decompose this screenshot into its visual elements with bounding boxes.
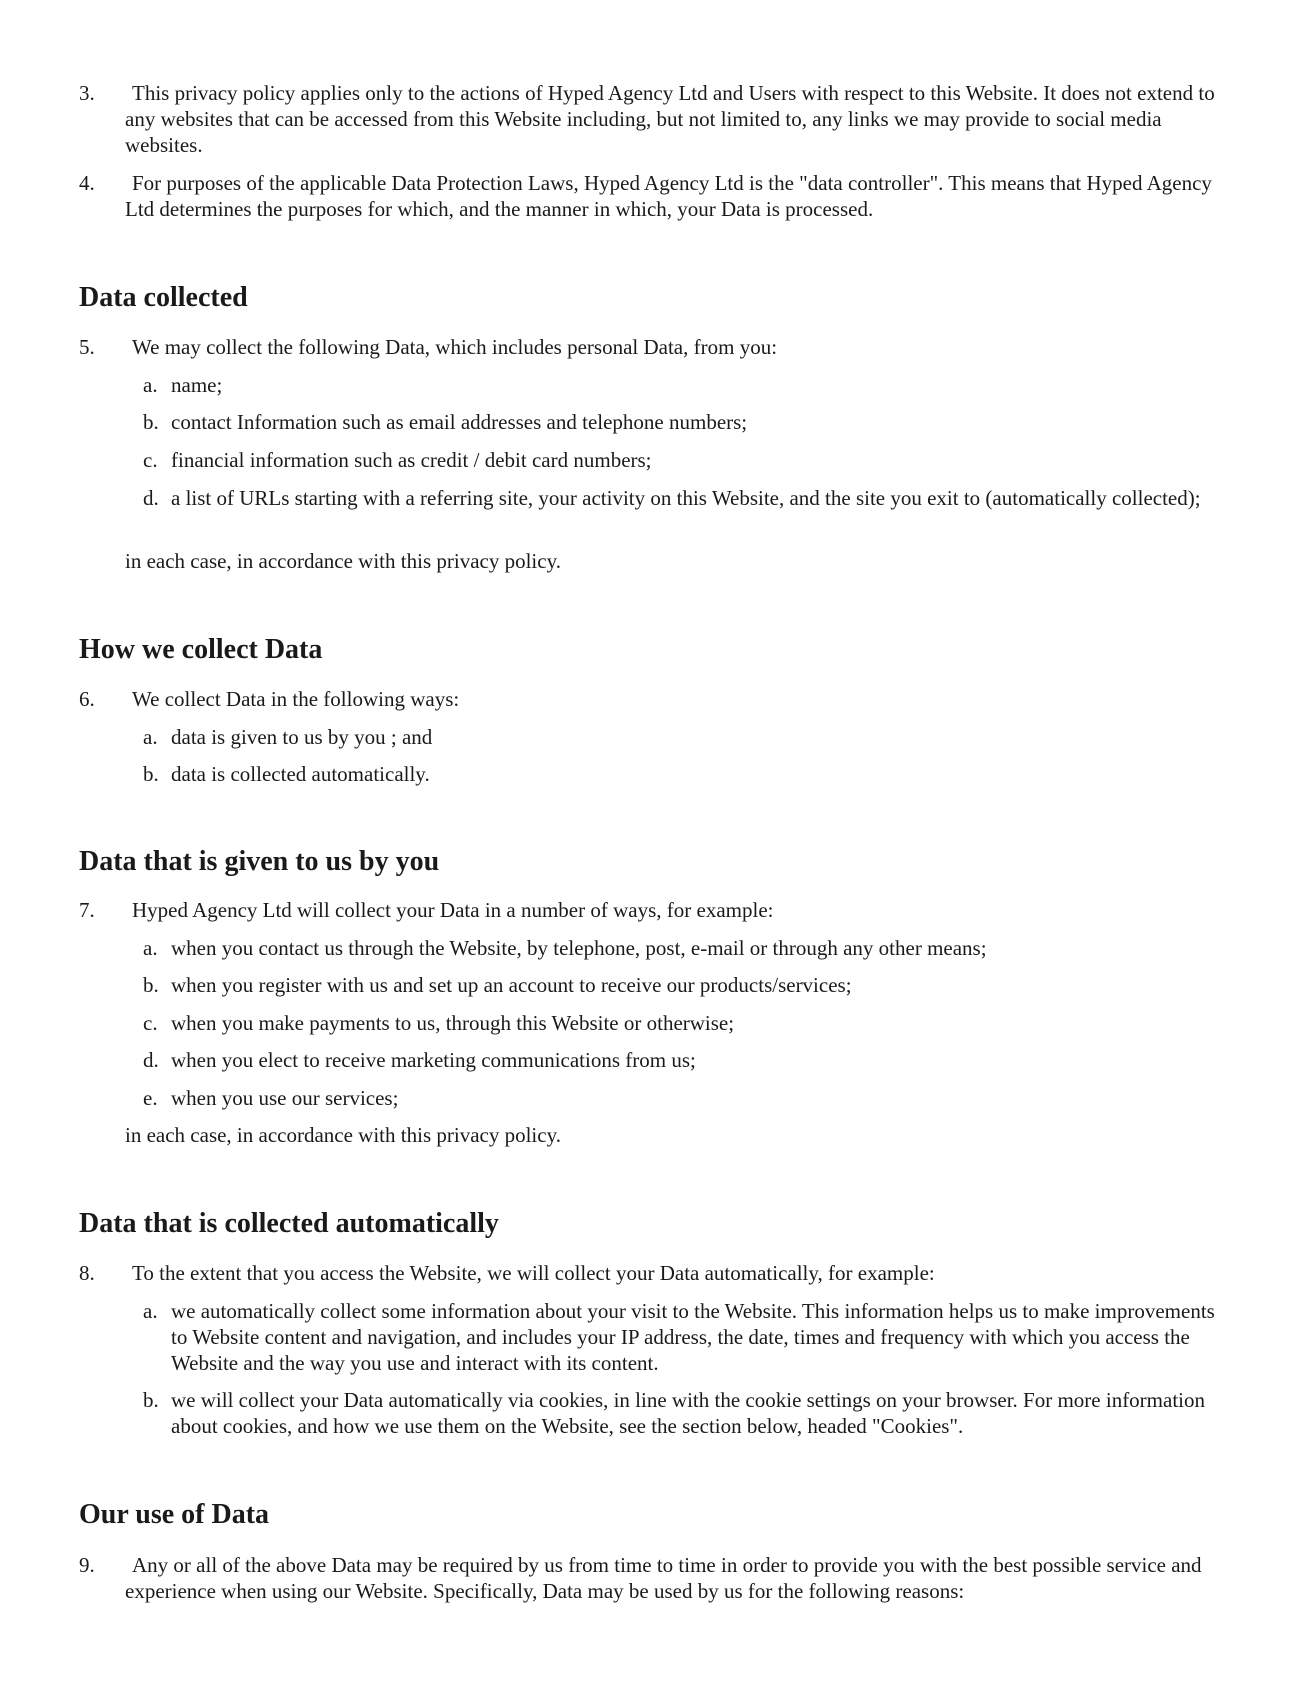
list-letter: b. bbox=[143, 1388, 159, 1412]
clause-text: This privacy policy applies only to the actions of Hyped Agency Ltd and Users with respect to this Website. It does not extend to any websites that can be accessed from this Website including, but not limited to, any links we may provide to social media websites. bbox=[125, 81, 1215, 157]
list-text: a list of URLs starting with a referring site, your activity on this Website, and the site you exit to (automatically collected); bbox=[171, 486, 1201, 510]
clause-number: 8. bbox=[79, 1261, 95, 1285]
list-item bbox=[143, 972, 1233, 998]
list-item bbox=[143, 1047, 1233, 1073]
clause-7 bbox=[79, 897, 1219, 923]
list-item bbox=[143, 372, 1233, 398]
clause-text: Any or all of the above Data may be required by us from time to time in order to provide you with the best possible service and experience when using our Website. Specifically, Data may be used by us for the following reasons: bbox=[125, 1553, 1202, 1603]
clause-number: 9. bbox=[79, 1553, 95, 1577]
clause-number: 4. bbox=[79, 171, 95, 195]
list-trailer: in each case, in accordance with this privacy policy. bbox=[125, 1123, 561, 1147]
section-heading-use-of-data: Our use of Data bbox=[79, 1499, 270, 1530]
list-item bbox=[143, 724, 1233, 750]
clause-4 bbox=[79, 170, 1219, 222]
list-letter: c. bbox=[143, 1011, 158, 1035]
list-text: when you contact us through the Website, by telephone, post, e-mail or through any other means; bbox=[171, 936, 987, 960]
list-item bbox=[143, 761, 1233, 787]
clause-number: 6. bbox=[79, 687, 95, 711]
list-trailer: in each case, in accordance with this privacy policy. bbox=[125, 549, 561, 573]
list-item bbox=[143, 409, 1233, 435]
list-item bbox=[143, 1010, 1233, 1036]
clause-number: 5. bbox=[79, 335, 95, 359]
clause-8 bbox=[79, 1260, 1219, 1286]
list-letter: b. bbox=[143, 762, 159, 786]
clause-number: 3. bbox=[79, 81, 95, 105]
clause-5 bbox=[79, 334, 1219, 360]
clause-6 bbox=[79, 686, 1219, 712]
list-letter: a. bbox=[143, 1299, 158, 1323]
list-item bbox=[143, 485, 1233, 511]
list-text: data is collected automatically. bbox=[171, 762, 430, 786]
list-letter: a. bbox=[143, 373, 158, 397]
list-text: we automatically collect some information about your visit to the Website. This information helps us to make improvements to Website content and navigation, and includes your IP address, the date, times and frequency with which you access the Website and the way you use and interact with its content. bbox=[171, 1299, 1215, 1375]
list-text: name; bbox=[171, 373, 223, 397]
clause-number: 7. bbox=[79, 898, 95, 922]
list-letter: d. bbox=[143, 486, 159, 510]
list-item bbox=[143, 1298, 1233, 1376]
list-text: data is given to us by you ; and bbox=[171, 725, 433, 749]
list-letter: d. bbox=[143, 1048, 159, 1072]
clause-text: For purposes of the applicable Data Protection Laws, Hyped Agency Ltd is the "data controller". This means that Hyped Agency Ltd determines the purposes for which, and the manner in which, your Data is processed. bbox=[125, 171, 1212, 221]
clause-text: To the extent that you access the Website, we will collect your Data automatically, for example: bbox=[132, 1261, 935, 1285]
clause-text: We collect Data in the following ways: bbox=[132, 687, 460, 711]
list-text: contact Information such as email addresses and telephone numbers; bbox=[171, 410, 748, 434]
list-letter: a. bbox=[143, 936, 158, 960]
list-letter: c. bbox=[143, 448, 158, 472]
list-text: when you use our services; bbox=[171, 1086, 399, 1110]
list-item bbox=[143, 1085, 1233, 1111]
section-heading-data-collected: Data collected bbox=[79, 282, 248, 313]
list-text: when you make payments to us, through this Website or otherwise; bbox=[171, 1011, 735, 1035]
list-text: financial information such as credit / debit card numbers; bbox=[171, 448, 652, 472]
clause-3 bbox=[79, 80, 1219, 158]
clause-9 bbox=[79, 1552, 1219, 1604]
list-letter: b. bbox=[143, 410, 159, 434]
list-letter: b. bbox=[143, 973, 159, 997]
list-letter: e. bbox=[143, 1086, 158, 1110]
list-text: when you elect to receive marketing communications from us; bbox=[171, 1048, 696, 1072]
list-item bbox=[143, 1387, 1233, 1439]
list-item bbox=[143, 935, 1233, 961]
list-text: we will collect your Data automatically via cookies, in line with the cookie settings on your browser. For more information about cookies, and how we use them on the Website, see the section below, headed "Cookies". bbox=[171, 1388, 1206, 1438]
list-letter: a. bbox=[143, 725, 158, 749]
section-heading-how-we-collect: How we collect Data bbox=[79, 634, 323, 665]
section-heading-given-by-you: Data that is given to us by you bbox=[79, 846, 440, 877]
clause-text: We may collect the following Data, which includes personal Data, from you: bbox=[132, 335, 778, 359]
clause-text: Hyped Agency Ltd will collect your Data in a number of ways, for example: bbox=[132, 898, 774, 922]
list-item bbox=[143, 447, 1233, 473]
list-text: when you register with us and set up an account to receive our products/services; bbox=[171, 973, 852, 997]
section-heading-collected-automatically: Data that is collected automatically bbox=[79, 1208, 499, 1239]
